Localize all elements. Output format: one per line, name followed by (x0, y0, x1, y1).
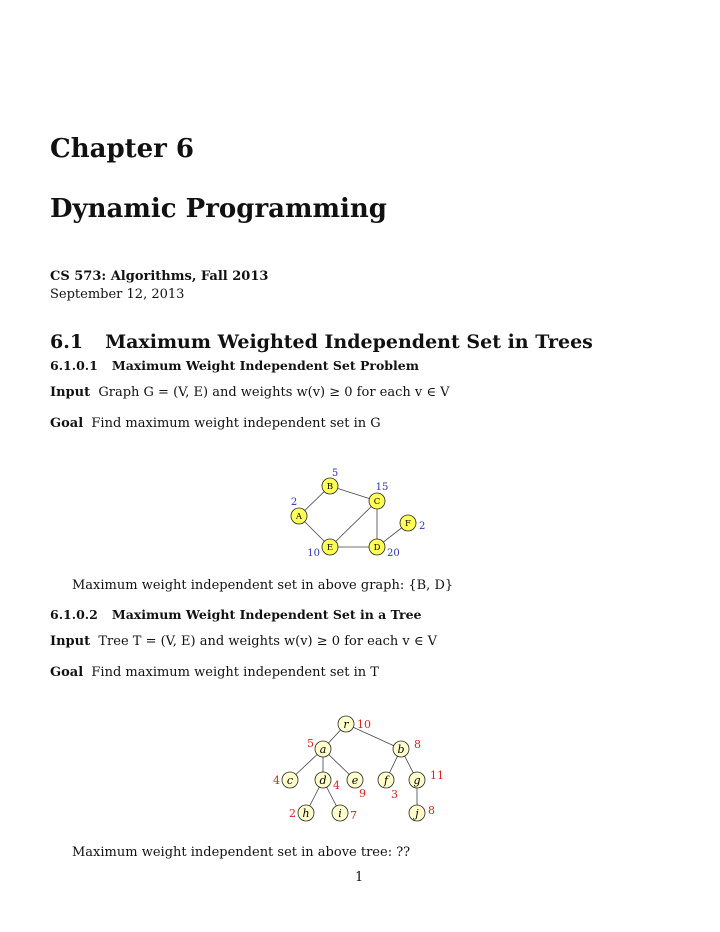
node-label-r: r (343, 717, 349, 731)
chapter-title: Dynamic Programming (50, 194, 387, 224)
tree-caption: Maximum weight independent set in above tree: ?? (72, 845, 411, 860)
node-label-e: e (351, 773, 359, 787)
node-label-A: A (295, 511, 303, 522)
weight-label-e: 9 (359, 787, 366, 800)
goal-text: Find maximum weight independent set in G (91, 416, 381, 431)
page-number: 1 (355, 870, 364, 885)
node-label-D: D (373, 542, 381, 553)
weight-label-g: 11 (430, 769, 444, 782)
node-label-a: a (319, 742, 327, 756)
chapter-label: Chapter 6 (50, 134, 195, 164)
input-text: Tree T = (V, E) and weights w(v) ≥ 0 for each v ∈ V (98, 634, 438, 649)
section-title: Maximum Weighted Independent Set in Trees (105, 331, 593, 353)
weight-label-b: 8 (414, 738, 421, 751)
subsection-number: 6.1.0.1 (50, 358, 98, 373)
weight-label-i: 7 (350, 809, 357, 822)
node-label-E: E (326, 542, 334, 553)
input-label: Input (50, 385, 91, 400)
input-text: Graph G = (V, E) and weights w(v) ≥ 0 for each v ∈ V (98, 385, 450, 400)
node-label-F: F (405, 518, 411, 529)
date-line: September 12, 2013 (50, 287, 185, 302)
weight-label-h: 2 (289, 807, 296, 820)
edge-r-b (346, 724, 401, 749)
node-label-j: j (415, 806, 419, 820)
weight-label-r: 10 (357, 718, 371, 731)
goal-label: Goal (50, 665, 84, 680)
node-label-h: h (302, 806, 310, 820)
node-label-d: d (319, 773, 327, 787)
node-label-C: C (373, 496, 381, 507)
course-line: CS 573: Algorithms, Fall 2013 (50, 269, 269, 284)
weight-label-C: 15 (375, 482, 389, 493)
node-label-f: f (383, 773, 389, 787)
weight-label-F: 2 (419, 521, 426, 532)
weight-label-c: 4 (273, 774, 280, 787)
weight-label-d: 4 (333, 779, 340, 792)
weight-label-A: 2 (290, 497, 298, 508)
subsection-title: Maximum Weight Independent Set in a Tree (111, 607, 422, 622)
node-label-g: g (413, 773, 421, 787)
input-label: Input (50, 634, 91, 649)
weight-label-D: 20 (387, 548, 400, 559)
weight-label-j: 8 (428, 804, 435, 817)
weight-label-f: 3 (391, 788, 398, 801)
subsection-title: Maximum Weight Independent Set Problem (111, 358, 419, 373)
node-label-B: B (326, 481, 334, 492)
graph-caption: Maximum weight independent set in above graph: {B, D} (72, 578, 454, 593)
node-label-i: i (338, 806, 342, 820)
subsection-number: 6.1.0.2 (50, 607, 98, 622)
weight-label-B: 5 (331, 468, 339, 479)
node-label-b: b (397, 742, 405, 756)
weight-label-a: 5 (307, 737, 314, 750)
node-label-c: c (286, 773, 294, 787)
goal-text: Find maximum weight independent set in T (91, 665, 379, 680)
goal-label: Goal (50, 416, 84, 431)
weight-label-E: 10 (307, 548, 320, 559)
section-number: 6.1 (50, 331, 84, 353)
